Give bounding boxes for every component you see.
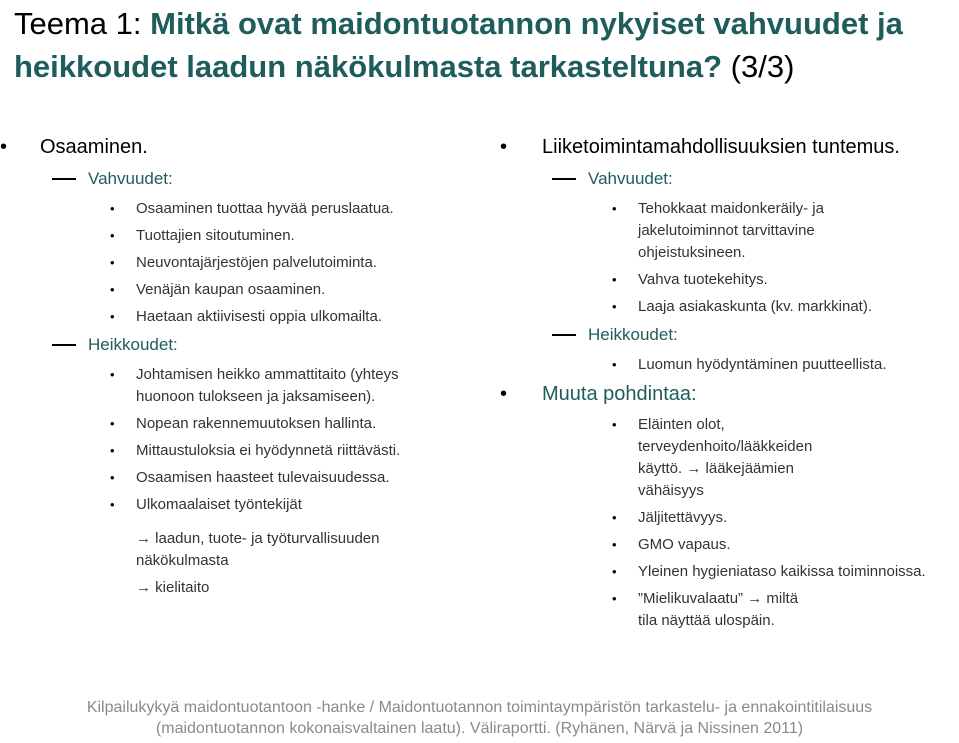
title-suffix: (3/3) [722, 49, 795, 84]
list-item-text: Osaamisen haasteet tulevaisuudessa. [136, 469, 390, 486]
list-item [0, 198, 470, 220]
list-item-text: Tuottajien sitoutuminen. [136, 227, 295, 244]
bullet-icon: • [110, 255, 115, 270]
bullet-icon: • [110, 416, 115, 431]
bullet-icon: • [612, 299, 617, 314]
bullet-icon: • [110, 309, 115, 324]
bullet-icon: • [500, 383, 508, 405]
dash-icon [52, 178, 76, 180]
dash-icon [552, 334, 576, 336]
list-item-text: Luomun hyödyntäminen puutteellista. [638, 356, 887, 373]
bullet-icon: • [110, 282, 115, 297]
list-item-text: Neuvontajärjestöjen palvelutoiminta. [136, 254, 377, 271]
right-column [500, 134, 959, 637]
list-item [500, 507, 959, 529]
bullet-icon: • [612, 357, 617, 372]
right-heading-item [500, 134, 959, 160]
left-strengths-label: Vahvuudet: [88, 169, 173, 188]
list-item [0, 494, 470, 516]
dash-icon [552, 178, 576, 180]
list-item-text: Tehokkaat maidonkeräily- ja jakelutoiminnot tarvittavine ohjeistuksineen. [638, 200, 824, 261]
list-item [500, 414, 828, 502]
other-heading: Muuta pohdintaa: [542, 383, 697, 405]
left-heading: Osaaminen. [40, 136, 148, 158]
bullet-icon: • [110, 228, 115, 243]
title-line2: heikkoudet laadun näkökulmasta tarkasteltuna? [14, 49, 723, 84]
title-line1: Mitkä ovat maidontuotannon nykyiset vahvuudet ja [150, 6, 903, 41]
bullet-icon: • [612, 591, 617, 606]
list-item [500, 354, 959, 376]
list-item [500, 534, 959, 556]
bullet-icon: • [500, 136, 508, 158]
list-item [500, 588, 818, 632]
list-item [0, 440, 470, 462]
list-item [0, 306, 470, 328]
right-heading: Liiketoimintamahdollisuuksien tuntemus. [542, 136, 900, 158]
left-weaknesses-label: Heikkoudet: [88, 335, 178, 354]
list-item [0, 364, 436, 408]
bullet-icon: • [110, 367, 115, 382]
list-item [0, 279, 470, 301]
bullet-icon: • [110, 497, 115, 512]
bullet-icon: • [612, 510, 617, 525]
list-item-text: Nopean rakennemuutoksen hallinta. [136, 415, 377, 432]
bullet-icon: • [612, 417, 617, 432]
right-strengths-label-item [500, 167, 959, 191]
bullet-icon: • [110, 470, 115, 485]
list-item [500, 269, 959, 291]
list-item-text: Vahva tuotekehitys. [638, 271, 768, 288]
list-item-text: Yleinen hygieniataso kaikissa toiminnoissa. [638, 563, 926, 580]
footer-line2: (maidontuotannon kokonaisvaltainen laatu). Väliraportti. (Ryhänen, Närvä ja Nissinen 2011) [155, 720, 804, 737]
list-item-text: Haetaan aktiivisesti oppia ulkomailta. [136, 308, 382, 325]
list-item-text: Mittaustuloksia ei hyödynnetä riittävästi. [136, 442, 401, 459]
list-item [0, 413, 470, 435]
list-item-text: ”Mielikuvalaatu” → miltä tila näyttää ulospäin. [638, 590, 799, 629]
list-item-text: Eläinten olot, terveydenhoito/lääkkeiden käyttö. → lääkejäämien vähäisyys [638, 416, 813, 499]
list-item-text: Jäljitettävyys. [638, 509, 728, 526]
sub-item: → laadun, tuote- ja työturvallisuuden näkökulmasta [136, 530, 380, 569]
list-item [500, 198, 868, 264]
bullet-icon: • [612, 272, 617, 287]
bullet-icon: • [110, 443, 115, 458]
list-item [0, 467, 470, 489]
left-heading-item [0, 134, 470, 160]
list-item-text: GMO vapaus. [638, 536, 731, 553]
slide-title [14, 2, 949, 88]
bullet-icon: • [612, 537, 617, 552]
list-item-text: Johtamisen heikko ammattitaito (yhteys huonoon tulokseen ja jaksamiseen). [136, 366, 399, 405]
dash-icon [52, 344, 76, 346]
list-item [500, 296, 959, 318]
right-weaknesses-label-item [500, 323, 959, 347]
right-strengths-label: Vahvuudet: [588, 169, 673, 188]
footer [0, 697, 959, 739]
right-weaknesses-label: Heikkoudet: [588, 325, 678, 344]
left-strengths-label-item [0, 167, 470, 191]
list-item-text: Ulkomaalaiset työntekijät [136, 496, 302, 513]
bullet-icon: • [612, 564, 617, 579]
list-item-text: Venäjän kaupan osaaminen. [136, 281, 326, 298]
left-weaknesses-label-item [0, 333, 470, 357]
bullet-icon: • [612, 201, 617, 216]
other-heading-item [500, 381, 959, 407]
footer-line1: Kilpailukykyä maidontuotantoon -hanke / Maidontuotannon toimintaympäristön tarkastelu- ja ennakointitilaisuus [86, 699, 873, 716]
list-item [0, 225, 470, 247]
title-prefix: Teema 1: [14, 6, 151, 41]
bullet-icon: • [0, 136, 8, 158]
list-item [0, 252, 470, 274]
list-item-text: Osaaminen tuottaa hyvää peruslaatua. [136, 200, 394, 217]
list-item-text: Laaja asiakaskunta (kv. markkinat). [638, 298, 872, 315]
left-column [0, 134, 470, 604]
list-item [500, 561, 959, 583]
sub-item: → kielitaito [136, 579, 210, 596]
bullet-icon: • [110, 201, 115, 216]
